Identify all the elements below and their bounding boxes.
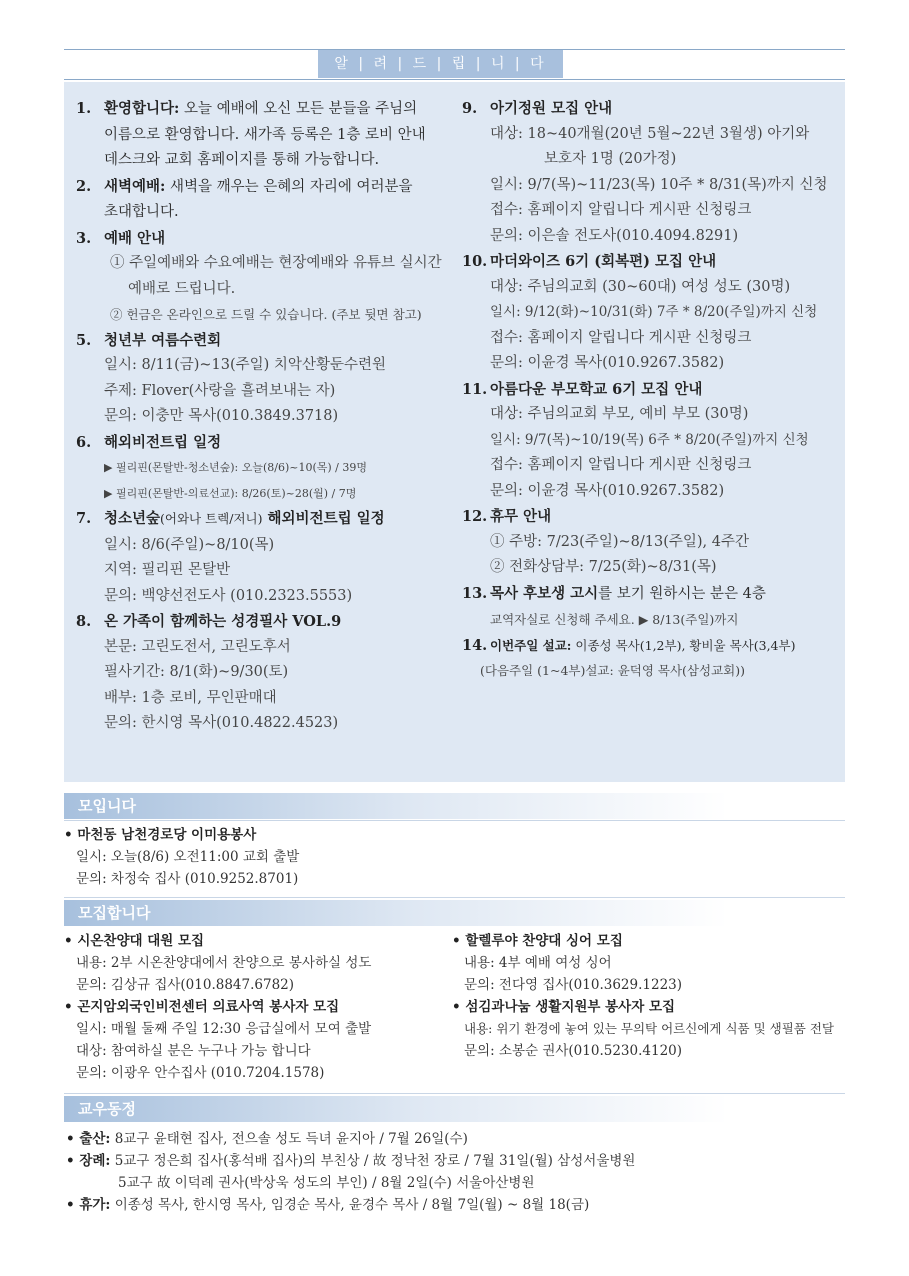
gather-block — [64, 824, 824, 890]
section-heading-news — [64, 1096, 845, 1122]
item-title: 마더와이즈 6기 (회복편) 모집 안내 — [490, 253, 717, 270]
item-title: 해외비전트립 일정 — [262, 510, 385, 527]
item-title: 환영합니다: — [104, 100, 180, 117]
item-number: 14. — [462, 636, 488, 654]
item-line: 문의: 백양선전도사 (010.2323.5553) — [104, 587, 353, 604]
item-line: 일시: 9/7(목)~10/19(목) 6주 * 8/20(주일)까지 신청 — [490, 431, 809, 448]
news-block — [66, 1128, 826, 1216]
gather-title: • 마천동 남천경로당 이미용봉사 — [64, 827, 257, 843]
item-number: 7. — [76, 510, 92, 527]
notice-item-5 — [76, 328, 462, 430]
item-line: 보호자 1명 (20가정) — [544, 151, 677, 167]
item-line: 문의: 한시영 목사(010.4822.4523) — [104, 715, 339, 731]
item-number: 12. — [462, 508, 488, 525]
item-line: ① 주일예배와 수요예배는 현장예배와 유튜브 실시간 — [110, 255, 442, 271]
notice-item-10 — [462, 249, 838, 377]
notice-box — [64, 82, 845, 782]
item-text: 이종성 목사(1,2부), 황비울 목사(3,4부) — [571, 637, 796, 653]
recruit-line: 문의: 이광우 안수집사 (010.7204.1578) — [76, 1065, 325, 1081]
notice-item-13 — [462, 581, 838, 633]
item-line: ▶ 필리핀(몬탈반-청소년숲): 오늘(8/6)~10(목) / 39명 — [104, 461, 368, 474]
item-line: 접수: 홈페이지 알립니다 게시판 신청링크 — [490, 329, 752, 346]
section-heading-recruit — [64, 900, 845, 926]
item-number: 5. — [76, 331, 92, 349]
recruit-right — [452, 930, 847, 1062]
item-number: 2. — [76, 177, 92, 195]
item-line: 배부: 1층 로비, 무인판매대 — [104, 689, 277, 706]
item-title: 목사 후보생 고시 — [490, 584, 599, 602]
notice-item-14 — [462, 633, 838, 684]
notice-item-6 — [76, 430, 462, 507]
item-number: 9. — [462, 100, 478, 117]
item-number: 6. — [76, 433, 92, 451]
item-title-small: (어와나 트렉/저니) — [160, 511, 263, 526]
section-heading-label: 교우동정 — [78, 1100, 136, 1118]
item-line: 데스크와 교회 홈페이지를 통해 가능합니다. — [104, 152, 380, 168]
recruit-line: 내용: 4부 예배 여성 싱어 — [464, 955, 612, 971]
notice-item-12 — [462, 504, 838, 581]
item-line: ② 헌금은 온라인으로 드릴 수 있습니다. (주보 뒷면 참고) — [110, 307, 422, 322]
item-line: 지역: 필리핀 몬탈반 — [104, 562, 231, 578]
item-line: 일시: 8/6(주일)~8/10(목) — [104, 536, 275, 553]
section-rule — [64, 1093, 845, 1094]
item-line: 문의: 이충만 목사(010.3849.3718) — [104, 408, 339, 424]
recruit-title: • 할렐루야 찬양대 싱어 모집 — [452, 933, 623, 949]
item-line: 문의: 이윤경 목사(010.9267.3582) — [490, 355, 725, 371]
item-line: 필사기간: 8/1(화)~9/30(토) — [104, 664, 289, 680]
item-number: 1. — [76, 100, 92, 117]
recruit-line: 문의: 전다영 집사(010.3629.1223) — [464, 977, 683, 993]
news-text: 5교구 정은희 집사(홍석배 집사)의 부친상 / 故 정낙천 장로 / 7월 31일(월) 삼성서울병원 — [110, 1153, 636, 1169]
recruit-line: 내용: 위기 환경에 놓여 있는 무의탁 어르신에게 식품 및 생필품 전달 — [464, 1021, 834, 1036]
news-text: 이종성 목사, 한시영 목사, 임경순 목사, 윤경수 목사 / 8월 7일(월) ~ 8월 18(금) — [110, 1197, 590, 1213]
item-title: 청년부 여름수련회 — [104, 331, 222, 349]
notice-item-7 — [76, 506, 462, 609]
item-line: 이름으로 환영합니다. 새가족 등록은 1층 로비 안내 — [104, 126, 426, 143]
item-line: (다음주일 (1~4부)설교: 윤덕영 목사(삼성교회)) — [480, 663, 745, 678]
item-line: 본문: 고린도전서, 고린도후서 — [104, 638, 291, 655]
notice-right-column — [462, 96, 838, 684]
item-number: 13. — [462, 584, 488, 602]
notice-item-8 — [76, 609, 462, 737]
item-line: 접수: 홈페이지 알립니다 게시판 신청링크 — [490, 457, 752, 473]
item-title: 온 가족이 함께하는 성경필사 VOL.9 — [104, 613, 342, 630]
item-line: 주제: Flover(사랑을 흘려보내는 자) — [104, 382, 336, 399]
notice-header: 알 | 려 | 드 | 립 | 니 | 다 — [318, 50, 563, 78]
notice-item-1 — [76, 96, 462, 174]
item-line: 문의: 이은솔 전도사(010.4094.8291) — [490, 227, 739, 244]
news-label: • 장례: — [66, 1153, 111, 1169]
recruit-left — [64, 930, 454, 1084]
item-line: ② 전화상담부: 7/25(화)~8/31(목) — [490, 559, 717, 575]
notice-item-11 — [462, 377, 838, 505]
item-line: 대상: 18~40개월(20년 5월~22년 3월생) 아기와 — [490, 125, 810, 142]
notice-item-9 — [462, 96, 838, 249]
recruit-line: 문의: 김상규 집사(010.8847.6782) — [76, 977, 295, 993]
item-line: ① 주방: 7/23(주일)~8/13(주일), 4주간 — [490, 533, 750, 550]
section-rule — [64, 820, 845, 821]
section-rule — [64, 897, 845, 898]
section-heading-gather — [64, 793, 845, 819]
item-number: 10. — [462, 253, 488, 270]
item-line: 대상: 주님의교회 (30~60대) 여성 성도 (30명) — [490, 278, 791, 295]
item-line: 예배로 드립니다. — [128, 280, 236, 297]
item-line: ▶ 필리핀(몬탈반-의료선교): 8/26(토)~28(월) / 7명 — [104, 486, 357, 500]
recruit-line: 문의: 소봉순 권사(010.5230.4120) — [464, 1043, 683, 1059]
recruit-line: 내용: 2부 시온찬양대에서 찬양으로 봉사하실 성도 — [76, 955, 372, 971]
item-line: 문의: 이윤경 목사(010.9267.3582) — [490, 482, 725, 499]
section-heading-label: 모집합니다 — [78, 904, 151, 922]
item-title: 아름다운 부모학교 6기 모집 안내 — [490, 380, 703, 398]
item-title: 아기정원 모집 안내 — [490, 100, 613, 117]
item-title: 예배 안내 — [104, 229, 166, 247]
item-number: 8. — [76, 613, 92, 630]
news-label: • 휴가: — [66, 1197, 111, 1213]
notice-item-3 — [76, 226, 462, 328]
news-text: 5교구 故 이덕례 권사(박상욱 성도의 부인) / 8월 2일(수) 서울아산병원 — [118, 1175, 535, 1191]
section-heading-label: 모입니다 — [78, 797, 136, 815]
notice-item-2 — [76, 174, 462, 226]
item-title: 휴무 안내 — [490, 508, 552, 525]
item-line: 일시: 9/7(목)~11/23(목) 10주 * 8/31(목)까지 신청 — [490, 176, 828, 193]
item-text: 오늘 예배에 오신 모든 분들을 주님의 — [179, 101, 418, 117]
item-line: 교역자실로 신청해 주세요. ▶ 8/13(주일)까지 — [490, 612, 739, 627]
item-line: 일시: 8/11(금)~13(주일) 치악산황둔수련원 — [104, 357, 386, 373]
recruit-title: • 곤지암외국인비전센터 의료사역 봉사자 모집 — [64, 999, 340, 1015]
item-line: 일시: 9/12(화)~10/31(화) 7주 * 8/20(주일)까지 신청 — [490, 304, 818, 320]
item-text: 를 보기 원하시는 분은 4층 — [598, 585, 766, 602]
item-title: 청소년숲 — [104, 510, 161, 527]
gather-line: 문의: 차정숙 집사 (010.9252.8701) — [76, 871, 299, 887]
item-line: 접수: 홈페이지 알립니다 게시판 신청링크 — [490, 202, 752, 218]
item-number: 3. — [76, 229, 92, 247]
recruit-title: • 시온찬양대 대원 모집 — [64, 933, 205, 949]
header-rule — [64, 79, 845, 80]
item-line: 대상: 주님의교회 부모, 예비 부모 (30명) — [490, 406, 749, 422]
recruit-line: 일시: 매월 둘째 주일 12:30 응급실에서 모여 출발 — [76, 1021, 372, 1037]
item-title: 이번주일 설교: — [490, 637, 572, 653]
item-title: 새벽예배: — [104, 177, 166, 195]
gather-line: 일시: 오늘(8/6) 오전11:00 교회 출발 — [76, 849, 300, 865]
notice-left-column — [76, 96, 462, 737]
recruit-line: 대상: 참여하실 분은 누구나 가능 합니다 — [76, 1043, 311, 1059]
recruit-title: • 섬김과나눔 생활지원부 봉사자 모집 — [452, 999, 676, 1015]
item-text: 새벽을 깨우는 은혜의 자리에 여러분을 — [165, 178, 413, 195]
item-title: 해외비전트립 일정 — [104, 433, 222, 451]
item-line: 초대합니다. — [104, 204, 179, 220]
news-text: 8교구 윤태현 집사, 전으솔 성도 득녀 윤지아 / 7월 26일(수) — [110, 1131, 468, 1147]
news-label: • 출산: — [66, 1131, 111, 1147]
item-number: 11. — [462, 380, 488, 398]
